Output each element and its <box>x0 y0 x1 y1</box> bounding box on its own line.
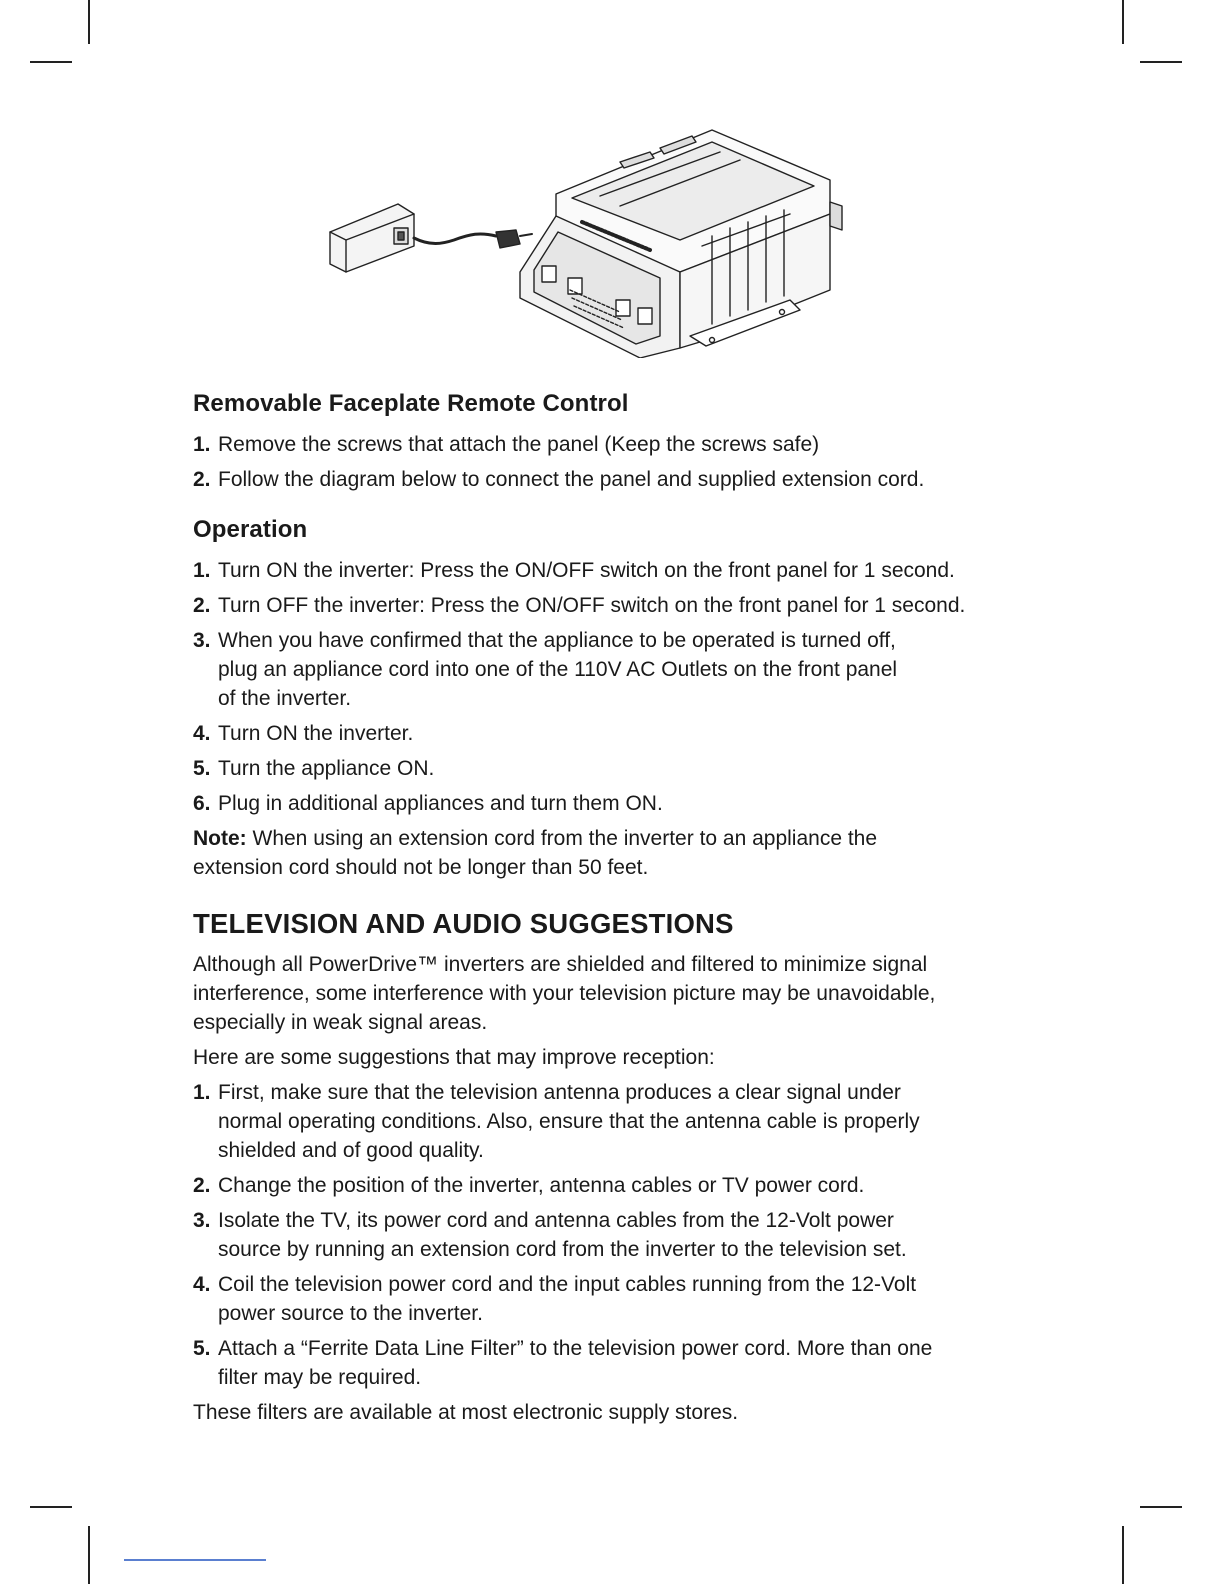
crop-mark-bottom-left-vertical <box>88 1526 90 1584</box>
tv-audio-heading: TELEVISION AND AUDIO SUGGESTIONS <box>193 908 734 939</box>
operation-steps <box>193 556 1033 818</box>
crop-mark-bottom-right-horizontal <box>1140 1506 1182 1508</box>
tv-intro-paragraph: Although all PowerDrive™ inverters are shielded and filtered to minimize signal interference, some interference with your television picture may be unavoidable, especially in weak signal areas. <box>193 953 936 1034</box>
list-item: 1. Remove the screws that attach the panel (Keep the screws safe) <box>193 433 820 456</box>
list-item: 2. Follow the diagram below to connect the panel and supplied extension cord. <box>193 468 925 491</box>
crop-mark-bottom-left-horizontal <box>30 1506 72 1508</box>
tv-closing-paragraph: These filters are available at most electronic supply stores. <box>193 1401 739 1424</box>
tv-lead-paragraph: Here are some suggestions that may improve reception: <box>193 1046 715 1069</box>
page-footer-rule <box>124 1559 266 1561</box>
list-item: 6. Plug in additional appliances and turn them ON. <box>193 792 663 815</box>
crop-mark-bottom-right-vertical <box>1122 1526 1124 1584</box>
list-item: 4. Turn ON the inverter. <box>193 722 414 745</box>
crop-mark-top-left-vertical <box>88 0 90 44</box>
remote-control-heading: Removable Faceplate Remote Control <box>193 390 629 417</box>
operation-note: Note: When using an extension cord from the inverter to an appliance the extension cord should not be longer than 50 feet. <box>193 827 878 879</box>
inverter-body-icon <box>520 130 842 358</box>
crop-mark-top-right-horizontal <box>1140 61 1182 63</box>
list-item: 2. Change the position of the inverter, antenna cables or TV power cord. <box>193 1174 865 1197</box>
list-item: 5. Turn the appliance ON. <box>193 757 435 780</box>
list-item: 5. Attach a “Ferrite Data Line Filter” to the television power cord. More than one filter may be required. <box>193 1337 933 1389</box>
operation-heading: Operation <box>193 516 308 543</box>
list-item: 4. Coil the television power cord and the input cables running from the 12-Volt power source to the inverter. <box>193 1273 917 1325</box>
list-item: 3. Isolate the TV, its power cord and antenna cables from the 12-Volt power source by running an extension cord from the inverter to the television set. <box>193 1209 907 1261</box>
list-item: 3. When you have confirmed that the appliance to be operated is turned off, plug an appliance cord into one of the 110V AC Outlets on the front panel of the inverter. <box>193 629 898 710</box>
list-item: 1. Turn ON the inverter: Press the ON/OFF switch on the front panel for 1 second. <box>193 559 955 582</box>
list-item: 1. First, make sure that the television antenna produces a clear signal under normal operating conditions. Also, ensure that the antenna cable is properly shielded and of good quality. <box>193 1081 920 1162</box>
inverter-with-remote-panel-illustration <box>320 122 860 358</box>
tv-suggestions-list <box>193 1078 1033 1392</box>
crop-mark-top-left-horizontal <box>30 61 72 63</box>
crop-mark-top-right-vertical <box>1122 0 1124 44</box>
list-item: 2. Turn OFF the inverter: Press the ON/OFF switch on the front panel for 1 second. <box>193 594 966 617</box>
remote-panel-icon <box>330 204 414 272</box>
remote-control-steps <box>193 430 1033 494</box>
